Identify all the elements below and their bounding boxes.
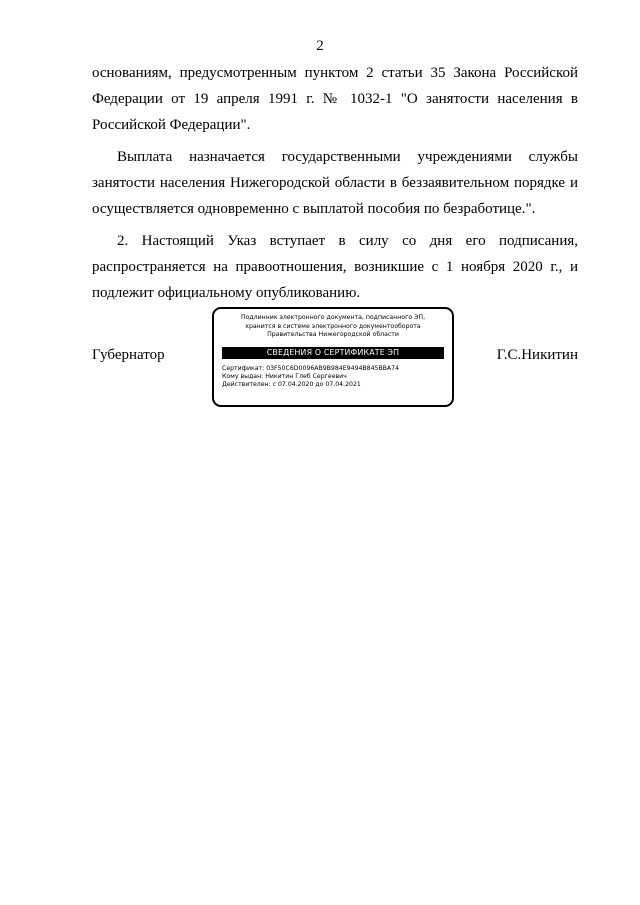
certificate-row: [222, 365, 444, 373]
paragraph-payment: Выплата назначается государственными учреждениями службы занятости населения Нижегородской области в беззаявительном порядке и осуществляется одновременно с выплатой пособия по безработице.".: [92, 149, 578, 217]
certificate-label: Сертификат:: [222, 364, 265, 372]
signature-block: [92, 307, 578, 409]
stamp-details: [222, 365, 444, 390]
stamp-notice-line: хранится в системе электронного документооборота: [245, 322, 421, 330]
document-body: [92, 60, 578, 312]
electronic-signature-stamp: [212, 307, 454, 407]
validity-row: [222, 381, 444, 389]
stamp-notice-line: Правительства Нижегородской области: [267, 331, 399, 338]
stamp-header: СВЕДЕНИЯ О СЕРТИФИКАТЕ ЭП: [222, 347, 444, 359]
paragraph-effective-date: 2. Настоящий Указ вступает в силу со дня его подписания, распространяется на правоотношения, возникшие с 1 ноября 2020 г., и подлежит официальному опубликованию.: [92, 233, 578, 301]
stamp-notice-line: Подлинник электронного документа, подписанного ЭП,: [240, 314, 426, 321]
validity-label: Действителен:: [222, 381, 271, 389]
paragraph-continuation: основаниям, предусмотренным пунктом 2 статьи 35 Закона Российской Федерации от 19 апреля 1991 г. № 1032-1 "О занятости населения в Российской Федерации".: [92, 65, 578, 133]
certificate-value: 03F50C6D0096AB9B984E9494B845BBA74: [266, 364, 400, 372]
issued-to-label: Кому выдан:: [222, 372, 264, 380]
signer-name: Г.С.Никитин: [496, 347, 578, 363]
page-number: 2: [316, 38, 324, 54]
issued-to-value: Никитин Глеб Сергеевич: [265, 372, 347, 380]
stamp-notice: [222, 314, 444, 340]
issued-to-row: [222, 373, 444, 381]
signer-title: Губернатор: [92, 347, 165, 363]
validity-value: с 07.04.2020 до 07.04.2021: [272, 381, 361, 389]
